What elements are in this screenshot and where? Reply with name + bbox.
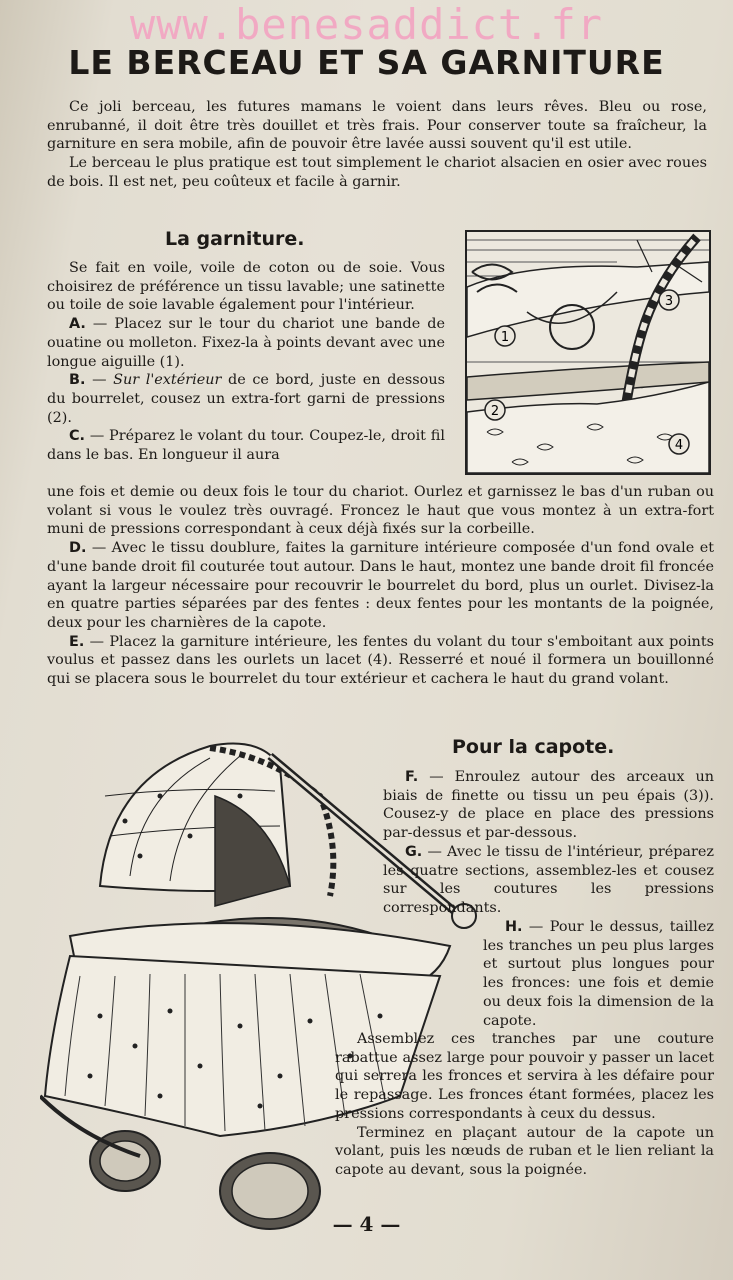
section-heading-garniture: La garniture. <box>165 228 305 250</box>
step-b-label: B. <box>69 372 86 389</box>
garniture-intro: Se fait en voile, voile de coton ou de soie. Vous choisirez de préférence un tissu lavable; une satinette ou toile de soie lavable également pour l'intérieur. <box>47 260 445 314</box>
intro-paragraph-1: Ce joli berceau, les futures mamans le voient dans leurs rêves. Bleu ou rose, enrubanné, il doit être très douillet et très frais. Pour conserver toute sa fraîcheur, la garniture en sera mobile, afin de pouvoir être lavée aussi souvent qu'il est utile. <box>47 99 707 153</box>
figure-label-2: 2 <box>490 404 500 419</box>
step-b <box>47 371 445 427</box>
step-g-text: — Avec le tissu de l'intérieur, préparez les quatre sections, assemblez-les et cousez sur les coutures les pressions correspondants. <box>383 843 714 916</box>
step-d-label: D. <box>69 540 87 557</box>
detail-illustration <box>467 232 709 473</box>
intro-text <box>47 98 707 192</box>
step-e-label: E. <box>69 633 85 650</box>
step-g <box>383 843 714 918</box>
capote-final: Terminez en plaçant autour de la capote un volant, puis les nœuds de ruban et le lien reliant la capote au devant, sous la poignée. <box>335 1124 714 1178</box>
page-number: — 4 — <box>332 1212 401 1236</box>
step-b-dash: — <box>85 372 114 389</box>
step-c-text-1: — Préparez le volant du tour. Coupez-le, droit fil dans le bas. En longueur il aura <box>47 428 445 464</box>
step-e-text: — Placez la garniture intérieure, les fentes du volant du tour s'emboitant aux points voulus et passez dans les ourlets un lacet (4). Resserré et noué il formera un bouillonné qui se placera sous le bourrelet du tour extérieur et cachera le haut du grand volant. <box>47 633 714 688</box>
figure-label-3: 3 <box>664 294 674 309</box>
section-heading-capote: Pour la capote. <box>452 736 615 758</box>
step-e <box>47 633 714 689</box>
step-d <box>47 539 714 633</box>
figure-label-4: 4 <box>674 438 684 453</box>
step-g-label: G. <box>405 843 423 860</box>
step-d-text: — Avec le tissu doublure, faites la garniture intérieure composée d'un fond ovale et d'une bande droit fil couturée tout autour. Dans le haut, montez une bande droit fil froncée ayant la largeur nécessaire pour recouvrir le bourrelet du bord, plus un ourlet. Divisez-la en quatre parties séparées par des fentes : deux fentes pour les montants de la poignée, deux pour les charnières de la capote. <box>47 540 714 631</box>
garniture-full-text <box>47 483 714 689</box>
step-f-text: — Enroulez autour des arceaux un biais de finette ou tissu un peu épais (3)). Cousez-y de place en place des pressions par-dessus et par-dessous. <box>383 769 714 842</box>
step-h-continued: Assemblez ces tranches par une couture rabattue assez large pour pouvoir y passer un lacet qui serrera les fronces et servira à les défaire pour le repassage. Les fronces étant formées, placez les pressions correspondants à ceux du dessus. <box>335 1031 714 1122</box>
figure-label-1: 1 <box>500 330 510 345</box>
step-a-label: A. <box>69 316 86 333</box>
step-a <box>47 315 445 371</box>
step-c-continued: une fois et demie ou deux fois le tour du chariot. Ourlez et garnissez le bas d'un ruban ou volant si vous le voulez très ouvragé. Froncez le haut que vous montez à un extra-fort muni de pressions correspondant à ceux déjà fixés sur la corbeille. <box>47 484 714 538</box>
capote-column-text-wide <box>383 768 714 918</box>
step-h-label: H. <box>505 919 523 935</box>
capote-bottom-text <box>335 1030 714 1180</box>
page-title: LE BERCEAU ET SA GARNITURE <box>68 43 665 82</box>
step-c-label: C. <box>69 428 86 445</box>
step-a-text: — Placez sur le tour du chariot une bande de ouatine ou molleton. Fixez-la à points devant avec une longue aiguille (1). <box>47 316 445 370</box>
detail-figure <box>465 230 711 475</box>
step-h-text-1: — Pour le dessus, taillez les tranches un peu plus larges et surtout plus longues pour les fronces: une fois et demie ou deux fois la dimension de la capote. <box>483 919 714 1029</box>
step-h <box>483 918 714 1030</box>
intro-paragraph-2: Le berceau le plus pratique est tout simplement le chariot alsacien en osier avec roues de bois. Il est net, peu coûteux et facile à garnir. <box>47 155 707 190</box>
garniture-column-text <box>47 259 445 465</box>
step-b-text: de ce bord, juste en dessous du bourrelet, cousez un extra-fort garni de pressions (2). <box>47 372 446 426</box>
watermark: www.benesaddict.fr <box>129 0 604 49</box>
step-f-label: F. <box>405 769 419 785</box>
step-f <box>383 768 714 843</box>
step-c-start <box>47 427 445 464</box>
capote-column-text-narrow <box>483 918 714 1030</box>
step-b-italic: Sur l'extérieur <box>113 372 222 389</box>
